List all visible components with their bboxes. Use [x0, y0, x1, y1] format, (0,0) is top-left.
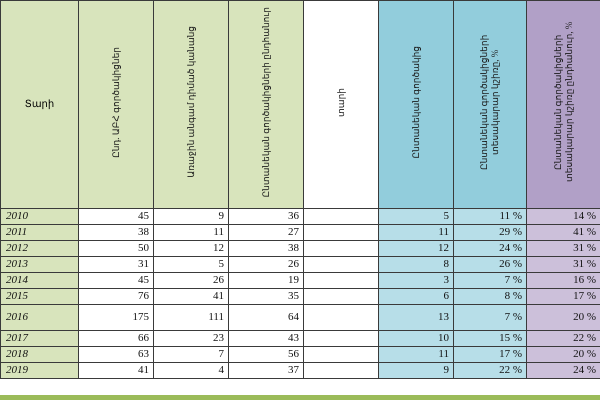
cell-col1: 31	[79, 257, 154, 273]
table-row	[1, 225, 600, 241]
cell-col4	[304, 289, 379, 305]
cell-year: 2011	[1, 225, 79, 241]
cell-year: 2018	[1, 347, 79, 363]
cell-year: 2013	[1, 257, 79, 273]
cell-col6: 11 %	[454, 209, 527, 225]
cell-col4	[304, 257, 379, 273]
cell-col7: 41 %	[527, 225, 600, 241]
cell-col3: 38	[229, 241, 304, 257]
cell-col6: 22 %	[454, 363, 527, 379]
table-row	[1, 305, 600, 331]
cell-col1: 66	[79, 331, 154, 347]
header-col2-label: Առաջին անգամ դիմած կանանց	[185, 26, 196, 178]
header-col4	[304, 1, 379, 209]
cell-col3: 37	[229, 363, 304, 379]
cell-col6: 26 %	[454, 257, 527, 273]
header-col2	[154, 1, 229, 209]
cell-col4	[304, 331, 379, 347]
cell-year: 2017	[1, 331, 79, 347]
header-col5-label: Ընտանեկան գործակից	[410, 45, 421, 159]
table-row	[1, 257, 600, 273]
table-row	[1, 331, 600, 347]
table-row	[1, 209, 600, 225]
cell-col5: 11	[379, 347, 454, 363]
cell-col7: 14 %	[527, 209, 600, 225]
cell-col5: 11	[379, 225, 454, 241]
table-row	[1, 289, 600, 305]
header-row	[1, 1, 600, 209]
cell-col2: 41	[154, 289, 229, 305]
cell-year: 2015	[1, 289, 79, 305]
cell-col1: 41	[79, 363, 154, 379]
cell-col7: 16 %	[527, 273, 600, 289]
cell-col1: 63	[79, 347, 154, 363]
cell-col4	[304, 209, 379, 225]
cell-col6: 15 %	[454, 331, 527, 347]
table-row	[1, 241, 600, 257]
cell-col3: 27	[229, 225, 304, 241]
cell-year: 2016	[1, 305, 79, 331]
cell-col3: 36	[229, 209, 304, 225]
cell-col2: 7	[154, 347, 229, 363]
cell-col4	[304, 363, 379, 379]
cell-col5: 12	[379, 241, 454, 257]
cell-col5: 9	[379, 363, 454, 379]
cell-year: 2014	[1, 273, 79, 289]
cell-col7: 24 %	[527, 363, 600, 379]
cell-col4	[304, 241, 379, 257]
table-row	[1, 273, 600, 289]
header-col7-label: Ընտանեկան գործակիցների տեսակարար կշիռը ընդհանուր, %	[552, 21, 574, 183]
cell-col6: 7 %	[454, 305, 527, 331]
cell-col7: 31 %	[527, 241, 600, 257]
cell-col2: 9	[154, 209, 229, 225]
cell-col6: 7 %	[454, 273, 527, 289]
cell-col1: 38	[79, 225, 154, 241]
cell-col7: 20 %	[527, 305, 600, 331]
cell-col5: 6	[379, 289, 454, 305]
header-col6	[454, 1, 527, 209]
cell-col5: 8	[379, 257, 454, 273]
cell-col4	[304, 225, 379, 241]
cell-col2: 11	[154, 225, 229, 241]
cell-col5: 5	[379, 209, 454, 225]
cell-col5: 3	[379, 273, 454, 289]
header-col6-label: Ընտանեկան գործակիցների տեսակարար կշիռը, %	[479, 34, 500, 170]
cell-year: 2012	[1, 241, 79, 257]
cell-col1: 50	[79, 241, 154, 257]
cell-col1: 45	[79, 209, 154, 225]
cell-col7: 22 %	[527, 331, 600, 347]
cell-col4	[304, 273, 379, 289]
header-col1-label: Ընդ. ԱԲՀ գործակիցներ	[110, 46, 121, 158]
cell-col6: 17 %	[454, 347, 527, 363]
header-col7	[527, 1, 600, 209]
cell-col2: 5	[154, 257, 229, 273]
cell-col6: 8 %	[454, 289, 527, 305]
cell-col5: 10	[379, 331, 454, 347]
cell-col3: 19	[229, 273, 304, 289]
cell-col3: 26	[229, 257, 304, 273]
cell-col3: 64	[229, 305, 304, 331]
bottom-band	[0, 395, 600, 400]
cell-year: 2019	[1, 363, 79, 379]
cell-col7: 20 %	[527, 347, 600, 363]
cell-col1: 175	[79, 305, 154, 331]
cell-col3: 35	[229, 289, 304, 305]
cell-year: 2010	[1, 209, 79, 225]
header-col4-label: տարի	[335, 87, 346, 117]
header-col3	[229, 1, 304, 209]
cell-col4	[304, 347, 379, 363]
table-row	[1, 363, 600, 379]
cell-col5: 13	[379, 305, 454, 331]
cell-col6: 29 %	[454, 225, 527, 241]
header-year-label: Տարի	[24, 99, 55, 110]
cell-col7: 17 %	[527, 289, 600, 305]
cell-col2: 111	[154, 305, 229, 331]
cell-col7: 31 %	[527, 257, 600, 273]
header-year	[1, 1, 79, 209]
header-col1	[79, 1, 154, 209]
cell-col6: 24 %	[454, 241, 527, 257]
cell-col3: 56	[229, 347, 304, 363]
cell-col1: 76	[79, 289, 154, 305]
cell-col2: 4	[154, 363, 229, 379]
header-col5	[379, 1, 454, 209]
cell-col2: 26	[154, 273, 229, 289]
cell-col2: 12	[154, 241, 229, 257]
cell-col2: 23	[154, 331, 229, 347]
header-col3-label: Ընտանեկան գործակիցների ընդհանուր	[260, 6, 271, 198]
table-row	[1, 347, 600, 363]
cell-col3: 43	[229, 331, 304, 347]
cell-col4	[304, 305, 379, 331]
cell-col1: 45	[79, 273, 154, 289]
